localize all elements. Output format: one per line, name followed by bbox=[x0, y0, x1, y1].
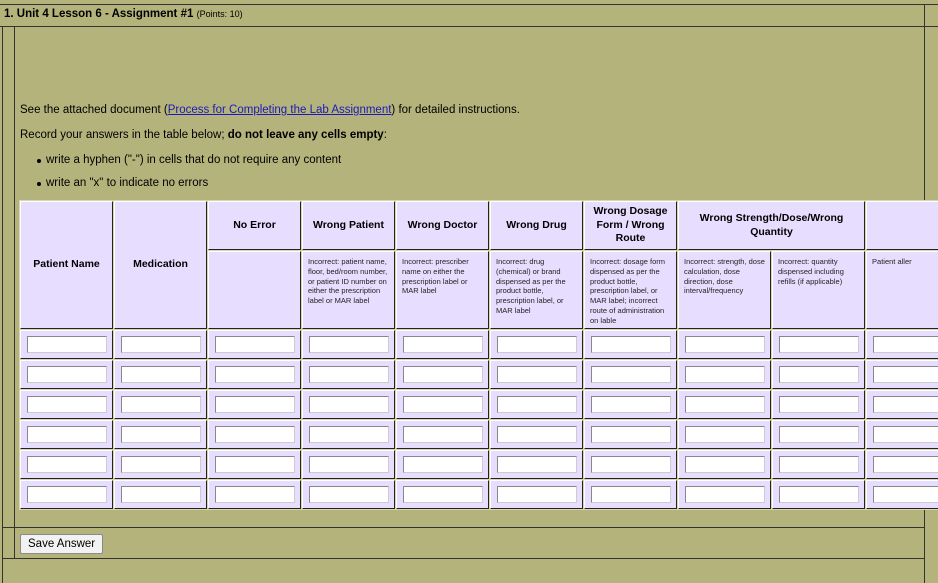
intro-text bbox=[20, 104, 520, 116]
header-row bbox=[20, 201, 938, 250]
answer-input[interactable] bbox=[215, 456, 295, 473]
answer-input[interactable] bbox=[27, 366, 107, 383]
answer-input[interactable] bbox=[403, 396, 483, 413]
table-cell bbox=[584, 330, 677, 359]
left-border-outer bbox=[2, 26, 3, 583]
table-cell bbox=[302, 330, 395, 359]
answer-input[interactable] bbox=[685, 396, 765, 413]
answer-input[interactable] bbox=[873, 456, 938, 473]
answer-input[interactable] bbox=[591, 336, 671, 353]
table-cell bbox=[208, 450, 301, 479]
table-cell bbox=[396, 330, 489, 359]
title-divider bbox=[0, 26, 938, 27]
answer-input[interactable] bbox=[309, 456, 389, 473]
table-cell bbox=[584, 420, 677, 449]
table-cell bbox=[396, 450, 489, 479]
record-after: : bbox=[383, 129, 387, 141]
answer-input[interactable] bbox=[27, 456, 107, 473]
table-cell bbox=[302, 360, 395, 389]
intro-before: See the attached document ( bbox=[20, 104, 168, 116]
desc-wrong-doctor: Incorrect: prescriber name on either the prescription label or MAR label bbox=[396, 251, 489, 329]
col-header-wrong-doctor: Wrong Doctor bbox=[396, 201, 489, 250]
answer-input[interactable] bbox=[27, 426, 107, 443]
table-cell bbox=[772, 390, 865, 419]
table-row bbox=[20, 480, 938, 509]
table-cell bbox=[114, 390, 207, 419]
col-header-medication: Medication bbox=[114, 201, 207, 329]
table-cell bbox=[490, 330, 583, 359]
answer-input[interactable] bbox=[121, 396, 201, 413]
record-instruction bbox=[20, 129, 387, 141]
table-cell bbox=[114, 450, 207, 479]
table-cell bbox=[678, 330, 771, 359]
answer-input[interactable] bbox=[685, 426, 765, 443]
table-cell bbox=[302, 420, 395, 449]
save-answer-button[interactable]: Save Answer bbox=[20, 534, 103, 554]
answer-input[interactable] bbox=[685, 486, 765, 503]
table-cell bbox=[20, 330, 113, 359]
answer-input[interactable] bbox=[685, 456, 765, 473]
table-row bbox=[20, 330, 938, 359]
answer-input[interactable] bbox=[309, 336, 389, 353]
table-cell bbox=[208, 330, 301, 359]
col-header-no-error: No Error bbox=[208, 201, 301, 250]
table-cell bbox=[208, 420, 301, 449]
table-cell bbox=[490, 390, 583, 419]
table-cell bbox=[772, 420, 865, 449]
answer-input[interactable] bbox=[309, 366, 389, 383]
table-cell bbox=[584, 450, 677, 479]
answer-input[interactable] bbox=[779, 396, 859, 413]
table-cell bbox=[678, 360, 771, 389]
table-cell bbox=[866, 450, 938, 479]
answer-input[interactable] bbox=[873, 336, 938, 353]
answer-input[interactable] bbox=[403, 426, 483, 443]
col-header-wrong-patient: Wrong Patient bbox=[302, 201, 395, 250]
answer-input[interactable] bbox=[215, 336, 295, 353]
table-cell bbox=[208, 390, 301, 419]
table-cell bbox=[866, 360, 938, 389]
table-cell bbox=[772, 480, 865, 509]
question-points: (Points: 10) bbox=[196, 9, 243, 19]
bullet-item: write an "x" to indicate no errors bbox=[46, 177, 341, 200]
answer-input[interactable] bbox=[309, 396, 389, 413]
answer-input[interactable] bbox=[121, 426, 201, 443]
answer-input[interactable] bbox=[403, 456, 483, 473]
table-cell bbox=[866, 330, 938, 359]
answer-rows bbox=[20, 330, 938, 509]
intro-after: ) for detailed instructions. bbox=[391, 104, 520, 116]
answer-input[interactable] bbox=[121, 456, 201, 473]
table-row bbox=[20, 390, 938, 419]
desc-wrong-dosage-form: Incorrect: dosage form dispensed as per the product bottle, prescription label, or MAR label; incorrect route of administration on lable bbox=[584, 251, 677, 329]
answer-input[interactable] bbox=[121, 366, 201, 383]
desc-no-error bbox=[208, 251, 301, 329]
question-title-text: 1. Unit 4 Lesson 6 - Assignment #1 bbox=[4, 8, 194, 20]
table-cell bbox=[490, 360, 583, 389]
table-cell bbox=[208, 360, 301, 389]
answer-input[interactable] bbox=[403, 336, 483, 353]
answer-input[interactable] bbox=[779, 486, 859, 503]
table-cell bbox=[302, 450, 395, 479]
table-cell bbox=[772, 450, 865, 479]
answer-input[interactable] bbox=[591, 486, 671, 503]
col-header-wrong-drug: Wrong Drug bbox=[490, 201, 583, 250]
answer-input[interactable] bbox=[779, 336, 859, 353]
table-cell bbox=[20, 390, 113, 419]
table-cell bbox=[114, 480, 207, 509]
answer-input[interactable] bbox=[121, 486, 201, 503]
answer-input[interactable] bbox=[309, 486, 389, 503]
answer-table bbox=[19, 200, 938, 510]
answer-input[interactable] bbox=[685, 336, 765, 353]
table-cell bbox=[20, 480, 113, 509]
table-cell bbox=[396, 360, 489, 389]
answer-input[interactable] bbox=[779, 456, 859, 473]
table-cell bbox=[584, 360, 677, 389]
answer-input[interactable] bbox=[873, 426, 938, 443]
answer-input[interactable] bbox=[27, 486, 107, 503]
table-cell bbox=[678, 480, 771, 509]
col-header-patient-name: Patient Name bbox=[20, 201, 113, 329]
answer-input[interactable] bbox=[403, 486, 483, 503]
table-cell bbox=[20, 360, 113, 389]
table-row bbox=[20, 450, 938, 479]
table-cell bbox=[396, 390, 489, 419]
desc-wrong-patient: Incorrect: patient name, floor, bed/room number, or patient ID number on either the prescription label or MAR label bbox=[302, 251, 395, 329]
answer-input[interactable] bbox=[591, 456, 671, 473]
answer-input[interactable] bbox=[309, 426, 389, 443]
table-cell bbox=[396, 420, 489, 449]
answer-input[interactable] bbox=[497, 366, 577, 383]
answer-input[interactable] bbox=[27, 336, 107, 353]
top-border bbox=[0, 4, 938, 5]
table-cell bbox=[584, 390, 677, 419]
answer-input[interactable] bbox=[873, 396, 938, 413]
answer-input[interactable] bbox=[497, 396, 577, 413]
col-header-wrong-strength: Wrong Strength/Dose/Wrong Quantity bbox=[678, 201, 865, 250]
record-bold: do not leave any cells empty bbox=[227, 129, 384, 141]
answer-input[interactable] bbox=[403, 366, 483, 383]
table-cell bbox=[302, 390, 395, 419]
desc-patient-allergy: Patient aller bbox=[866, 251, 938, 329]
footer-line bbox=[3, 558, 924, 559]
content-bottom-line bbox=[3, 527, 924, 528]
col-header-wrong-dosage-form: Wrong Dosage Form / Wrong Route bbox=[584, 201, 677, 250]
answer-input[interactable] bbox=[215, 366, 295, 383]
answer-input[interactable] bbox=[591, 426, 671, 443]
table-cell bbox=[20, 420, 113, 449]
answer-input[interactable] bbox=[873, 366, 938, 383]
table-cell bbox=[490, 450, 583, 479]
desc-wrong-strength: Incorrect: strength, dose calculation, dose direction, dose interval/frequency bbox=[678, 251, 771, 329]
answer-table-container bbox=[19, 200, 938, 523]
answer-input[interactable] bbox=[497, 426, 577, 443]
left-border-inner bbox=[14, 26, 15, 558]
table-cell bbox=[866, 390, 938, 419]
table-cell bbox=[772, 360, 865, 389]
table-cell bbox=[20, 450, 113, 479]
answer-input[interactable] bbox=[497, 486, 577, 503]
table-row bbox=[20, 360, 938, 389]
bullet-item: write a hyphen ("-") in cells that do not require any content bbox=[46, 154, 341, 177]
table-cell bbox=[114, 360, 207, 389]
table-cell bbox=[396, 480, 489, 509]
table-cell bbox=[114, 330, 207, 359]
table-cell bbox=[208, 480, 301, 509]
table-cell bbox=[866, 420, 938, 449]
table-cell bbox=[866, 480, 938, 509]
table-cell bbox=[114, 420, 207, 449]
answer-input[interactable] bbox=[591, 396, 671, 413]
table-cell bbox=[772, 330, 865, 359]
table-cell bbox=[490, 420, 583, 449]
question-title bbox=[4, 8, 243, 20]
answer-input[interactable] bbox=[215, 396, 295, 413]
table-cell bbox=[678, 420, 771, 449]
answer-input[interactable] bbox=[497, 336, 577, 353]
lab-assignment-link[interactable]: Process for Completing the Lab Assignment bbox=[167, 104, 392, 116]
col-header-extra bbox=[866, 201, 938, 250]
answer-input[interactable] bbox=[779, 426, 859, 443]
answer-input[interactable] bbox=[215, 426, 295, 443]
table-cell bbox=[584, 480, 677, 509]
instruction-bullets bbox=[46, 154, 341, 199]
answer-input[interactable] bbox=[27, 396, 107, 413]
table-row bbox=[20, 420, 938, 449]
answer-input[interactable] bbox=[779, 366, 859, 383]
record-before: Record your answers in the table below; bbox=[20, 129, 228, 141]
table-cell bbox=[678, 450, 771, 479]
answer-input[interactable] bbox=[685, 366, 765, 383]
table-cell bbox=[678, 390, 771, 419]
answer-input[interactable] bbox=[591, 366, 671, 383]
answer-input[interactable] bbox=[121, 336, 201, 353]
table-cell bbox=[490, 480, 583, 509]
desc-wrong-drug: Incorrect: drug (chemical) or brand dispensed as per the product bottle, prescription label, or MAR label bbox=[490, 251, 583, 329]
table-cell bbox=[302, 480, 395, 509]
answer-input[interactable] bbox=[215, 486, 295, 503]
desc-wrong-quantity: Incorrect: quantity dispensed including refills (if applicable) bbox=[772, 251, 865, 329]
answer-input[interactable] bbox=[497, 456, 577, 473]
answer-input[interactable] bbox=[873, 486, 938, 503]
